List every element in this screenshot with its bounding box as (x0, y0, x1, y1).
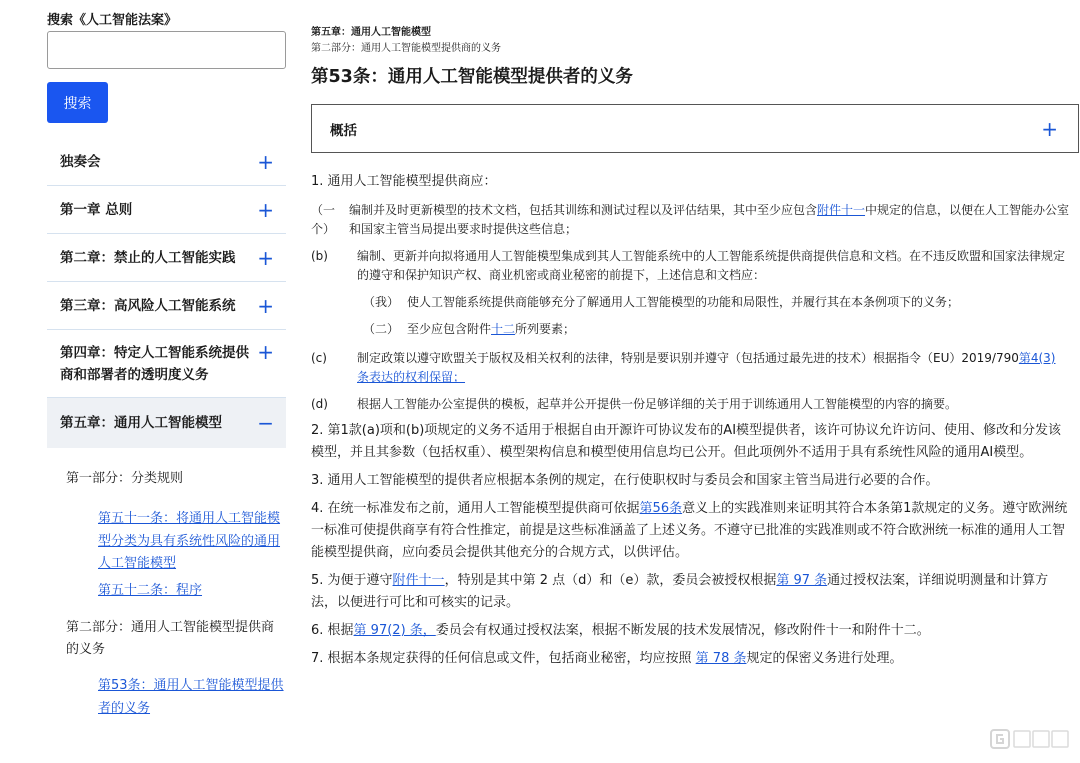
item-text (349, 201, 1071, 239)
item-marker: (d) (311, 397, 328, 411)
nav-item-chapter-2[interactable] (47, 234, 286, 282)
breadcrumb-chapter: 第五章：通用人工智能模型 (311, 27, 431, 38)
link-annex-11[interactable]: 附件十一 (392, 573, 445, 588)
nav-item-label: 独奏会 (60, 153, 101, 170)
item-text (407, 320, 575, 339)
item-a (311, 201, 1071, 239)
link-annex-12[interactable]: 十二 (491, 322, 516, 336)
search-input[interactable] (47, 31, 286, 69)
item-text-part: 编制并及时更新模型的技术文档，包括其训练和测试过程以及评估结果，其中至少应包含 (349, 203, 818, 217)
paragraph-7 (311, 648, 1071, 670)
link-article-4-3[interactable]: 第4(3) 条表达的权利保留； (357, 351, 1056, 384)
search-label: 搜索《人工智能法案》 (47, 13, 178, 28)
paragraph-text-part: 4. 在统一标准发布之前，通用人工智能模型提供商可依据 (311, 501, 640, 516)
item-text: 根据人工智能办公室提供的模板，起草并公开提供一份足够详细的关于用于训练通用人工智能模型的内容的摘要。 (357, 397, 958, 411)
item-text-part: 至少应包含附件 (407, 322, 492, 336)
item-text-part: 所列要素； (515, 322, 576, 336)
subnav-link-article-52[interactable]: 第五十二条：程序 (98, 582, 203, 598)
nav-item-label: 第四章：特定人工智能系统提供商和部署者的透明度义务 (60, 345, 249, 383)
item-marker: (c) (311, 351, 327, 365)
paragraph-text-part: 规定的保密义务进行处理。 (746, 651, 903, 666)
nav-item-chapter-4[interactable] (47, 330, 286, 398)
watermark-logo (990, 727, 1072, 755)
nav-item-label: 第一章 总则 (60, 201, 133, 218)
paragraph-2: 2. 第1款(a)项和(b)项规定的义务不适用于根据自由开源许可协议发布的AI模型提供者，该许可协议允许访问、使用、修改和分发该模型，并且其参数（包括权重）、模型架构信息和模型使用信息均已公开。但此项例外不适用于具有系统性风险的通用AI模型。 (311, 423, 1062, 460)
item-b-ii (363, 320, 1071, 339)
paragraph-text-part: 意义上的实践准则来证明其符合本条第1款规定的义务。遵守欧洲统一标准可使提供商享有符合性推定，前提是这些标准涵盖了上述义务。不遵守已批准的实践准则或不符合欧洲统一标准的通用人工智能模型提供商，应向委员会提供其他充分的合规方式，以供评估。 (311, 501, 1068, 560)
subnav-link-article-51[interactable]: 第五十一条：将通用人工智能模型分类为具有系统性风险的通用人工智能模型 (98, 511, 281, 571)
item-text-part: 制定政策以遵守欧盟关于版权及相关权利的法律，特别是要识别并遵守（包括通过最先进的技术）根据指令（EU）2019/790 (357, 351, 1019, 365)
nav-item-chapter-5[interactable] (47, 398, 286, 448)
plus-icon[interactable]: + (257, 293, 274, 318)
minus-icon[interactable]: − (257, 411, 274, 435)
link-article-56[interactable]: 第56条 (639, 501, 683, 516)
paragraph-text-part: 委员会有权通过授权法案，根据不断发展的技术发展情况，修改附件十一和附件十二。 (435, 623, 930, 638)
breadcrumb-part: 第二部分：通用人工智能模型提供商的义务 (311, 43, 501, 54)
article-content (311, 26, 1071, 670)
paragraph-6 (311, 620, 1071, 642)
sidebar (47, 12, 286, 720)
plus-icon[interactable]: + (1041, 116, 1058, 141)
item-text: 使人工智能系统提供商能够充分了解通用人工智能模型的功能和局限性，并履行其在本条例项下的义务； (407, 295, 960, 309)
plus-icon[interactable]: + (257, 197, 274, 222)
paragraph-text-part: ，特别是其中第 2 点（d）和（e）款，委员会被授权根据 (444, 573, 777, 588)
search-button[interactable]: 搜索 (47, 82, 108, 123)
nav-item-chapter-1[interactable] (47, 186, 286, 234)
plus-icon[interactable]: + (257, 149, 274, 174)
subnav-part-1: 第一部分：分类规则 (66, 471, 184, 486)
item-text: 编制、更新并向拟将通用人工智能模型集成到其人工智能系统中的人工智能系统提供商提供信息和文档。在不违反欧盟和国家法律规定的遵守和保护知识产权、商业机密或商业秘密的前提下，上述信息和文档应： (357, 249, 1066, 282)
paragraph-1: 1. 通用人工智能模型提供商应： (311, 174, 497, 189)
nav-item-chapter-3[interactable] (47, 282, 286, 330)
paragraph-3: 3. 通用人工智能模型的提供者应根据本条例的规定，在行使职权时与委员会和国家主管当局进行必要的合作。 (311, 473, 939, 488)
item-text-part: 中规定的信息，以便在人工智能办公室和国家主管当局提出要求时提供这些信息； (349, 203, 1070, 236)
plus-icon[interactable]: + (257, 340, 274, 364)
link-article-97[interactable]: 第 97 条 (776, 573, 828, 588)
chapter-nav (47, 138, 286, 448)
item-marker: （我） (363, 295, 400, 309)
paragraph-text-part: 6. 根据 (311, 623, 354, 638)
link-article-78[interactable]: 第 78 条 (695, 651, 747, 666)
paragraph-text-part: 7. 根据本条规定获得的任何信息或文件，包括商业秘密，均应按照 (311, 651, 696, 666)
link-annex-11[interactable]: 附件十一 (817, 203, 866, 217)
item-text (357, 349, 1071, 387)
item-b-i (363, 293, 1071, 312)
nav-item-label: 第五章：通用人工智能模型 (60, 415, 222, 431)
watermark-logo-icon (990, 727, 1072, 751)
nav-item-label: 第三章：高风险人工智能系统 (60, 297, 236, 314)
paragraph-5 (311, 570, 1071, 614)
overview-label: 概括 (330, 122, 357, 139)
overview-accordion[interactable] (311, 104, 1079, 153)
plus-icon[interactable]: + (257, 245, 274, 270)
subnav-link-article-53[interactable]: 第53条：通用人工智能模型提供者的义务 (98, 678, 284, 716)
page-title: 第53条：通用人工智能模型提供者的义务 (311, 67, 633, 87)
item-marker: （一个） (311, 203, 336, 236)
subnav-part-2: 第二部分：通用人工智能模型提供商的义务 (66, 620, 275, 657)
item-d (311, 395, 1071, 414)
paragraph-4 (311, 498, 1071, 564)
link-article-97-2[interactable]: 第 97(2) 条， (353, 623, 436, 638)
item-b (311, 247, 1071, 285)
item-c (311, 349, 1071, 387)
item-marker: (b) (311, 249, 328, 263)
paragraph-text-part: 通过授权法案，详细说明测量和计算方法，以便进行可比和可核实的记录。 (311, 573, 1049, 610)
nav-item-label: 第二章：禁止的人工智能实践 (60, 249, 236, 266)
paragraph-text-part: 5. 为便于遵守 (311, 573, 393, 588)
chapter-5-subnav (47, 468, 286, 720)
nav-item-recitals[interactable] (47, 138, 286, 186)
item-marker: （二） (363, 322, 400, 336)
